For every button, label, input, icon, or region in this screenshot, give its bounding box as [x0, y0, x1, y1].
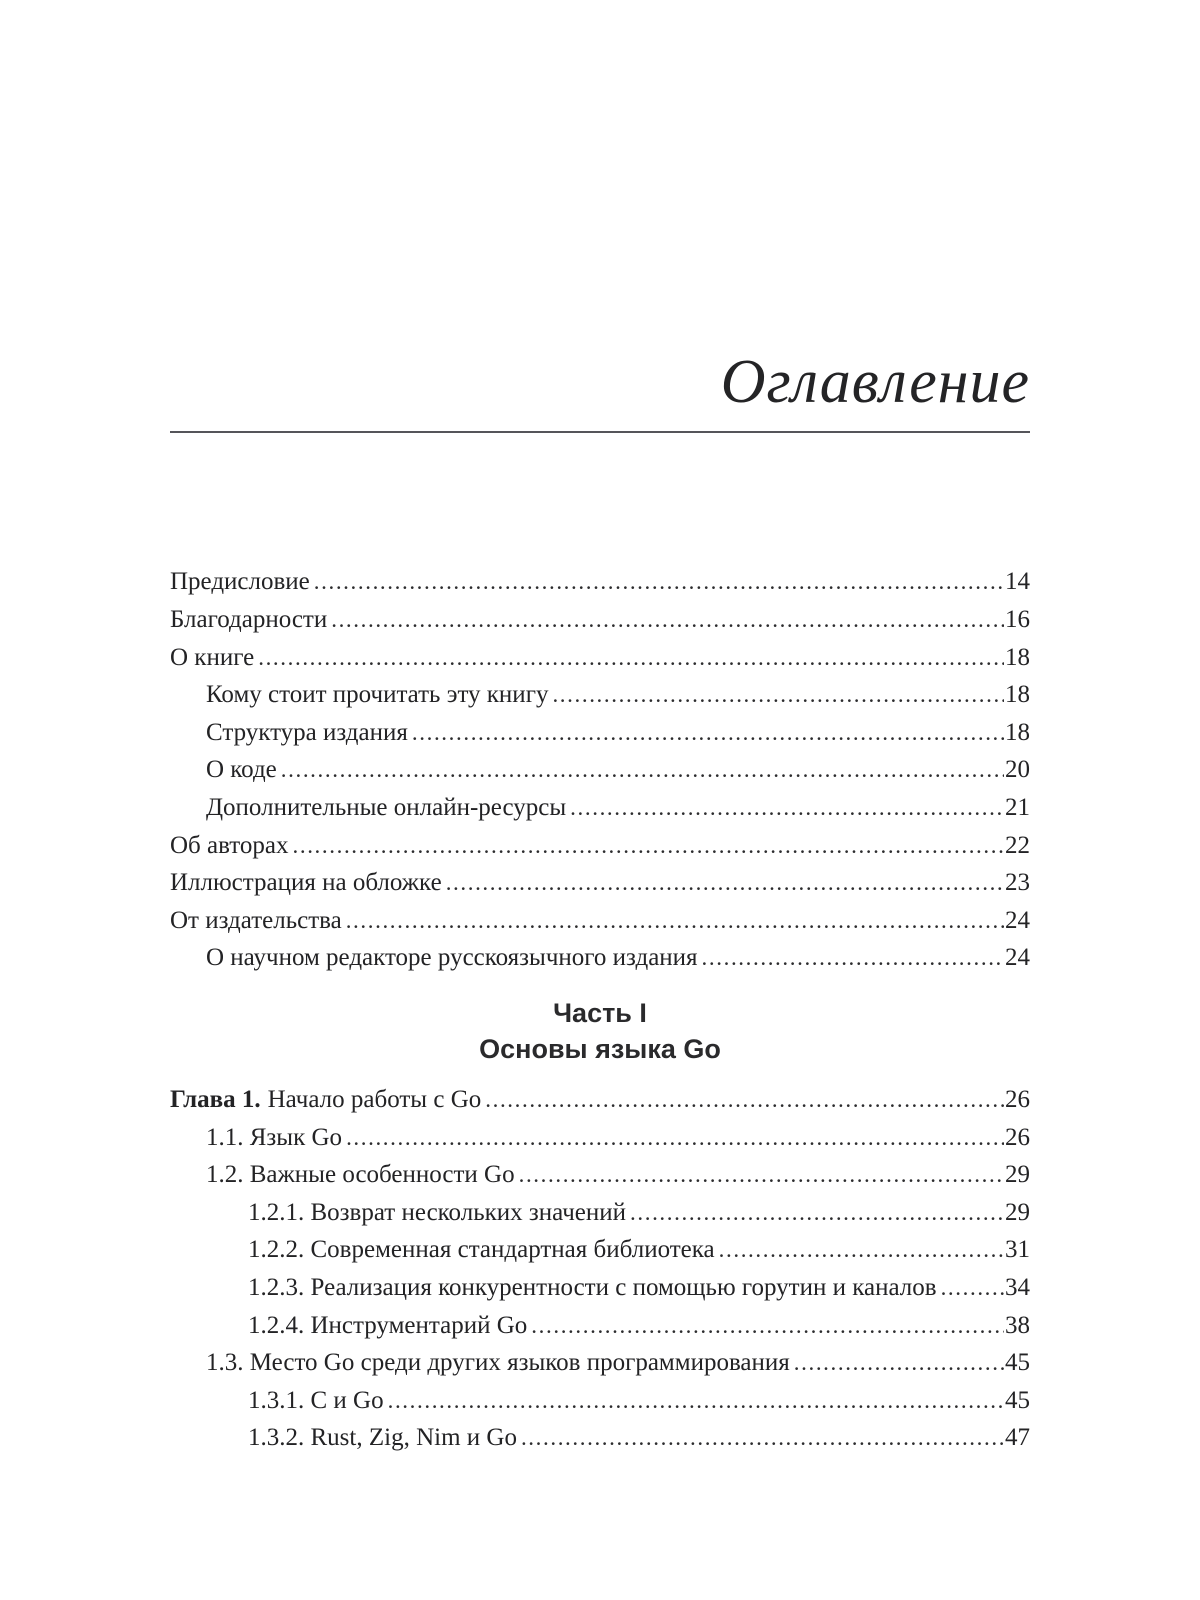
- toc-entry[interactable]: [170, 676, 1030, 714]
- toc-entry-label: 1.3.2. Rust, Zig, Nim и Go: [248, 1424, 517, 1452]
- toc-entry[interactable]: [170, 1382, 1030, 1420]
- toc-entry-label: Кому стоит прочитать эту книгу: [206, 681, 549, 709]
- toc-leader-dots: [388, 1382, 1004, 1420]
- toc-page-number: 20: [1005, 756, 1030, 784]
- toc-entry-label: 1.2.4. Инструментарий Go: [248, 1311, 528, 1339]
- toc-entry-label: 1.2.3. Реализация конкурентности с помощью горутин и каналов: [248, 1273, 937, 1301]
- toc-entry-label: Дополнительные онлайн-ресурсы: [206, 794, 567, 821]
- toc-page-number: 29: [1005, 1161, 1030, 1189]
- toc-entry-label: 1.3.1. C и Go: [248, 1386, 384, 1414]
- toc-leader-dots: [552, 676, 1004, 714]
- toc-entry[interactable]: [170, 939, 1030, 977]
- toc-entry-label: Об авторах: [170, 831, 289, 859]
- toc-entry-label: 1.3. Место Go среди других языков программирования: [206, 1349, 790, 1377]
- toc-leader-dots: [346, 1119, 1004, 1157]
- toc-leader-dots: [719, 1231, 1004, 1269]
- toc-page-number: 24: [1005, 906, 1030, 934]
- toc-page-number: 18: [1005, 643, 1030, 671]
- toc-page: [170, 0, 1030, 1457]
- toc-entry-label: О книге: [170, 643, 255, 671]
- toc-entry[interactable]: [170, 864, 1030, 902]
- toc-page-number: 26: [1005, 1123, 1030, 1151]
- toc-page-number: 38: [1005, 1311, 1030, 1339]
- toc-leader-dots: [531, 1307, 1004, 1345]
- toc-entry-label: 1.2. Важные особенности Go: [206, 1161, 515, 1189]
- toc-entry[interactable]: [170, 639, 1030, 677]
- toc-page-number: 21: [1005, 794, 1030, 821]
- toc-page-number: 45: [1005, 1386, 1030, 1414]
- toc-entry[interactable]: [170, 1269, 1030, 1307]
- toc-page-number: 23: [1005, 869, 1030, 897]
- toc-page-number: 18: [1005, 718, 1030, 746]
- toc-entry[interactable]: [170, 1119, 1030, 1157]
- toc-leader-dots: [281, 751, 1004, 789]
- toc-entry-label: Предисловие: [170, 568, 310, 596]
- toc-leader-dots: [331, 601, 1004, 639]
- toc-page-number: 45: [1005, 1349, 1030, 1377]
- toc-page-number: 14: [1005, 568, 1030, 596]
- chapter-list: [170, 1081, 1030, 1457]
- toc-entry-label: О научном редакторе русскоязычного издания: [206, 944, 698, 972]
- part-title: Основы языка Go: [479, 1033, 721, 1064]
- toc-leader-dots: [446, 864, 1004, 902]
- toc-entry[interactable]: [170, 1344, 1030, 1382]
- toc-leader-dots: [258, 639, 1004, 677]
- toc-entry[interactable]: [170, 601, 1030, 639]
- toc-entry-label: Иллюстрация на обложке: [170, 869, 442, 897]
- toc-leader-dots: [521, 1419, 1004, 1457]
- toc-page-number: 34: [1005, 1273, 1030, 1301]
- toc-leader-dots: [485, 1081, 1004, 1119]
- part-number: Часть I: [553, 997, 647, 1028]
- toc-leader-dots: [412, 714, 1004, 752]
- toc-page-number: 22: [1005, 831, 1030, 859]
- page-title: Оглавление: [720, 348, 1030, 416]
- toc-page-number: 16: [1005, 606, 1030, 634]
- toc-leader-dots: [941, 1269, 1004, 1307]
- toc-entry[interactable]: [170, 1194, 1030, 1232]
- toc-leader-dots: [630, 1194, 1004, 1232]
- toc-content: [170, 563, 1030, 1456]
- toc-entry[interactable]: [170, 714, 1030, 752]
- toc-entry-label: 1.2.2. Современная стандартная библиотека: [248, 1236, 715, 1264]
- toc-entry-label: 1.1. Язык Go: [206, 1123, 343, 1151]
- toc-entry[interactable]: [170, 1419, 1030, 1457]
- toc-leader-dots: [346, 902, 1004, 940]
- toc-entry[interactable]: [170, 1081, 1030, 1119]
- toc-entry-bold-prefix: Глава 1.: [170, 1085, 261, 1113]
- toc-entry[interactable]: [170, 563, 1030, 601]
- toc-page-number: 18: [1005, 681, 1030, 709]
- toc-page-number: 47: [1005, 1424, 1030, 1452]
- toc-header: [170, 0, 1030, 433]
- toc-entry-label: 1.2.1. Возврат нескольких значений: [248, 1198, 627, 1226]
- toc-entry[interactable]: [170, 1231, 1030, 1269]
- toc-entry-label: Начало работы с Go: [267, 1085, 482, 1113]
- toc-entry-label: От издательства: [170, 906, 342, 934]
- part-heading: [170, 995, 1030, 1067]
- toc-leader-dots: [519, 1156, 1004, 1194]
- toc-leader-dots: [314, 563, 1004, 601]
- toc-entry-label: Благодарности: [170, 606, 328, 634]
- title-rule: [170, 431, 1030, 433]
- toc-entry[interactable]: [170, 751, 1030, 789]
- toc-page-number: 29: [1005, 1198, 1030, 1226]
- toc-page-number: 24: [1005, 944, 1030, 972]
- toc-entry-label: Структура издания: [206, 718, 408, 746]
- toc-leader-dots: [570, 789, 1004, 827]
- toc-entry[interactable]: [170, 902, 1030, 940]
- toc-leader-dots: [702, 939, 1004, 977]
- toc-entry[interactable]: [170, 827, 1030, 865]
- toc-entry[interactable]: [170, 1156, 1030, 1194]
- toc-entry[interactable]: [170, 789, 1030, 827]
- toc-entry[interactable]: [170, 1307, 1030, 1345]
- toc-leader-dots: [794, 1344, 1004, 1382]
- toc-leader-dots: [293, 827, 1005, 865]
- front-matter-list: [170, 563, 1030, 977]
- toc-entry-label: О коде: [206, 756, 277, 784]
- toc-page-number: 26: [1005, 1085, 1030, 1113]
- toc-page-number: 31: [1005, 1236, 1030, 1264]
